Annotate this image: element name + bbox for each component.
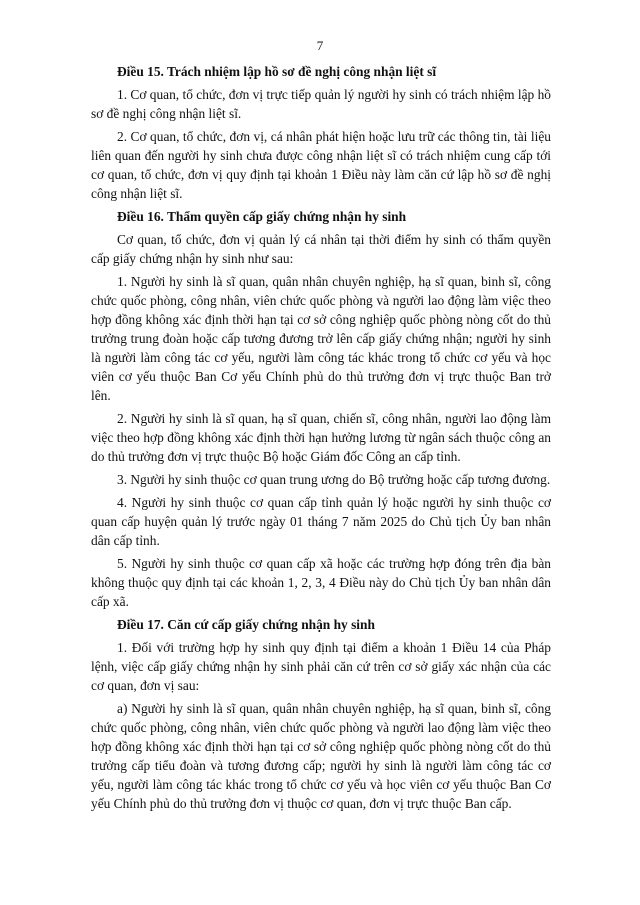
article-16-clause-4: 4. Người hy sinh thuộc cơ quan cấp tỉnh quản lý hoặc người hy sinh thuộc cơ quan cấp huyện quản lý trước ngày 01 tháng 7 năm 2025 do Chủ tịch Ủy ban nhân dân cấp tỉnh. (91, 495, 551, 548)
article-16-clause-3: 3. Người hy sinh thuộc cơ quan trung ương do Bộ trưởng hoặc cấp tương đương. (117, 472, 551, 487)
article-15-clause-2: 2. Cơ quan, tổ chức, đơn vị, cá nhân phát hiện hoặc lưu trữ các thông tin, tài liệu liên quan đến người hy sinh chưa được công nhận liệt sĩ có trách nhiệm cung cấp tới cơ quan, tổ chức, đơn vị quy định tại khoản 1 Điều này làm căn cứ lập hồ sơ đề nghị công nhận liệt sĩ. (91, 129, 551, 201)
article-16-title: Điều 16. Thẩm quyền cấp giấy chứng nhận hy sinh (117, 209, 407, 224)
article-17-clause-1: 1. Đối với trường hợp hy sinh quy định tại điểm a khoản 1 Điều 14 của Pháp lệnh, việc cấp giấy chứng nhận hy sinh phải căn cứ trên cơ sở giấy xác nhận của các cơ quan, đơn vị sau: (91, 640, 551, 693)
article-16-clause-1: 1. Người hy sinh là sĩ quan, quân nhân chuyên nghiệp, hạ sĩ quan, binh sĩ, công chức quốc phòng, công nhân, viên chức quốc phòng và người lao động làm việc theo hợp đồng không xác định thời hạn tại cơ sở công nghiệp quốc phòng nòng cốt do thủ trưởng trung đoàn hoặc cấp tương đương trở lên cấp giấy chứng nhận; người hy sinh là người làm công tác cơ yếu, người làm công tác khác trong tổ chức cơ yếu và học viên cơ yếu thuộc Ban Cơ yếu Chính phủ do thủ trưởng đơn vị trực thuộc Ban trở lên. (91, 274, 551, 403)
article-16-clause-5: 5. Người hy sinh thuộc cơ quan cấp xã hoặc các trường hợp đóng trên địa bàn không thuộc quy định tại các khoản 1, 2, 3, 4 Điều này do Chủ tịch Ủy ban nhân dân cấp xã. (91, 556, 551, 609)
document-body (91, 62, 551, 817)
article-16-clause-2: 2. Người hy sinh là sĩ quan, hạ sĩ quan, chiến sĩ, công nhân, người lao động làm việc theo hợp đồng không xác định thời hạn hưởng lương từ ngân sách thuộc công an do thủ trưởng đơn vị trực thuộc Bộ hoặc Giám đốc Công an cấp tỉnh. (91, 411, 551, 464)
article-16-intro: Cơ quan, tổ chức, đơn vị quản lý cá nhân tại thời điểm hy sinh có thẩm quyền cấp giấy chứng nhận hy sinh như sau: (91, 232, 551, 266)
article-15-title: Điều 15. Trách nhiệm lập hồ sơ đề nghị công nhận liệt sĩ (117, 64, 437, 79)
article-15-clause-1: 1. Cơ quan, tổ chức, đơn vị trực tiếp quản lý người hy sinh có trách nhiệm lập hồ sơ đề nghị công nhận liệt sĩ. (91, 87, 551, 121)
article-17-title: Điều 17. Căn cứ cấp giấy chứng nhận hy sinh (117, 617, 375, 632)
page-number: 7 (316, 38, 324, 53)
article-17-point-a: a) Người hy sinh là sĩ quan, quân nhân chuyên nghiệp, hạ sĩ quan, binh sĩ, công chức quốc phòng, công nhân, viên chức quốc phòng và người lao động làm việc theo hợp đồng không xác định thời hạn tại cơ sở công nghiệp quốc phòng nòng cốt do thủ trưởng cấp tiểu đoàn và tương đương cấp; người hy sinh là người làm công tác cơ yếu, người làm công tác khác trong tổ chức cơ yếu và học viên cơ yếu thuộc Ban Cơ yếu Chính phủ do thủ trưởng đơn vị thuộc cơ quan, đơn vị trực thuộc Ban cấp. (91, 701, 551, 811)
